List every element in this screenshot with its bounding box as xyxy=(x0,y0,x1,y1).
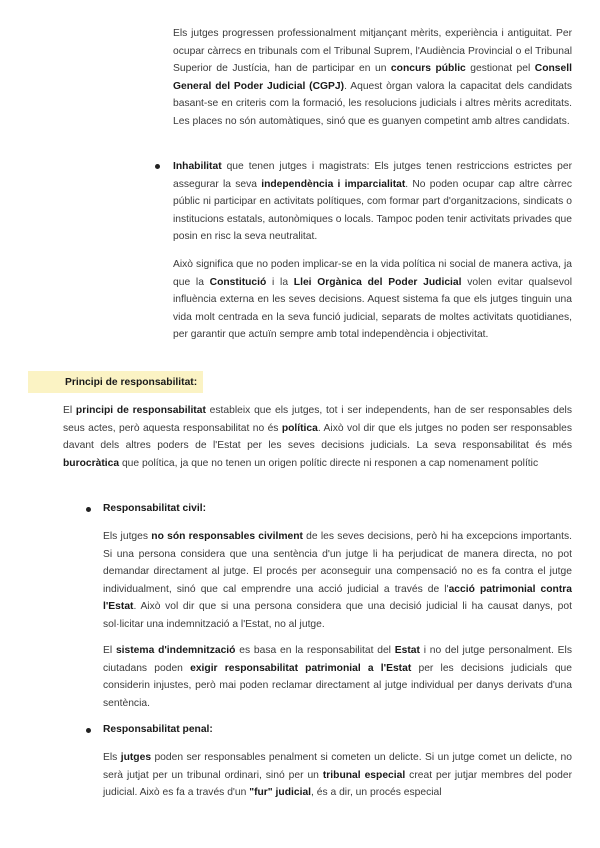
bold-term: Constitució xyxy=(209,276,267,288)
text-run: Els jutges progressen professionalment mitjançant mèrits, experiència i antiguitat. Per ocupar càrrecs en tribunals com el Tribunal Suprem, l'Audiència Provincial o el Tribunal Superior de Justícia, han de participar en un xyxy=(173,28,572,75)
text-run: i no del jutge personalment. Els ciutadans poden xyxy=(103,645,572,674)
bold-term: jutges xyxy=(120,752,152,763)
paragraph-merits xyxy=(173,25,572,131)
bold-term: Estat xyxy=(394,645,420,656)
text-run: El xyxy=(63,405,76,416)
bold-term: "fur" judicial xyxy=(249,787,312,799)
text-run: que tenen jutges i magistrats: Els jutges tenen restriccions estrictes per assegurar la seva xyxy=(173,161,572,190)
bold-term: Consell General del Poder Judicial (CGPJ) xyxy=(173,63,572,92)
heading-principi-responsabilitat: Principi de responsabilitat: xyxy=(65,377,198,388)
text-run: es basa en la responsabilitat del xyxy=(235,645,395,656)
text-run: de les seves decisions, però hi ha excepcions importants. Si una persona considera que una sentència d'un jutge li ha perjudicat de manera directa, no pot demandar directament al jutge. El procés per aconseguir una compensació no es fa contra el jutge individualment, sinó que cal emprendre una acció judicial a través de l' xyxy=(103,531,572,595)
heading-responsabilitat-penal: Responsabilitat penal: xyxy=(103,724,213,735)
text-run: . Aquest òrgan valora la capacitat dels candidats basant-se en criteris com la formació, les resolucions judicials i altres mèrits acreditats. Les places no són automàtiques, sinó que es guanyen competint amb altres candidats. xyxy=(173,80,572,127)
text-run: volen evitar qualsevol influència externa en les seves decisions. Aquest sistema fa que els jutges tinguin una vida molt centrada en la seva funció judicial, separats de moltes activitats quotidianes, per garantir que actuïn sempre amb total independència i objectivitat. xyxy=(173,276,572,341)
bold-term: independència i imparcialitat xyxy=(261,178,406,190)
text-run: . No poden ocupar cap altre càrrec públic ni participar en activitats polítiques, com formar part d'organitzacions, sindicats o institucions estatals, autonòmiques o locals. Tampoc poden tenir activitats privades que posin en risc la seva neutralitat. xyxy=(173,178,572,243)
text-run: Això significa que no poden implicar-se en la vida política ni social de manera activa, ja que la xyxy=(173,259,572,288)
paragraph-penal xyxy=(103,749,572,802)
text-run: . Això vol dir que els jutges no poden ser responsables davant dels altres poders de l'Estat per les seves decisions judicials. La seva responsabilitat és més xyxy=(63,422,572,452)
bold-term: Llei Orgànica del Poder Judicial xyxy=(293,276,462,288)
bullet-dot xyxy=(86,507,91,512)
bold-term: burocràtica xyxy=(63,457,120,469)
text-run: . Això vol dir que si una persona considera que una decisió judicial li ha causat danys, pot sol·licitar una indemnització a l'Estat, no al jutge. xyxy=(103,601,572,630)
paragraph-aixo-significa xyxy=(173,256,572,344)
text-run: i la xyxy=(266,276,294,288)
bold-term: acció patrimonial contra l'Estat xyxy=(103,583,572,613)
text-run: per les decisions judicials que considerin injustes, però mai poden reclamar directament al jutge individual per danys derivats d'una sentència. xyxy=(103,662,572,709)
text-run: que política, ja que no tenen un origen polític directe ni responen a cap nomenament polític xyxy=(119,457,539,469)
text-run: gestionat pel xyxy=(465,63,535,75)
bold-term: principi de responsabilitat xyxy=(75,405,206,416)
bullet-dot xyxy=(86,728,91,733)
paragraph-civil-2 xyxy=(103,642,572,712)
text-run: Els xyxy=(103,752,121,763)
bold-term: sistema d'indemnització xyxy=(115,645,236,656)
heading-responsabilitat-civil: Responsabilitat civil: xyxy=(103,503,206,514)
bold-term: Inhabilitat xyxy=(173,161,222,172)
paragraph-inhabilitat xyxy=(173,158,572,246)
text-run: creat per jutjar membres del poder judicial. Això es fa a través d'un xyxy=(103,769,573,799)
text-run: poden ser responsables penalment si cometen un delicte. Si un jutge comet un delicte, no serà jutjat per un tribunal ordinari, sinó per un xyxy=(103,752,572,781)
bold-term: tribunal especial xyxy=(322,769,406,781)
bold-term: política xyxy=(281,422,318,434)
paragraph-civil-1 xyxy=(103,528,572,634)
bold-term: no són responsables civilment xyxy=(151,531,303,542)
bold-term: concurs públic xyxy=(390,63,466,75)
text-run: Els jutges xyxy=(103,531,152,542)
bold-term: exigir responsabilitat patrimonial a l'Estat xyxy=(190,662,412,674)
bullet-dot xyxy=(155,164,160,169)
text-run: estableix que els jutges, tot i ser independents, han de ser responsables dels seus actes, però aquesta responsabilitat no és xyxy=(63,405,572,434)
paragraph-principi xyxy=(63,402,572,472)
text-run: El xyxy=(103,645,116,656)
text-run: , és a dir, un procés especial xyxy=(311,787,442,799)
